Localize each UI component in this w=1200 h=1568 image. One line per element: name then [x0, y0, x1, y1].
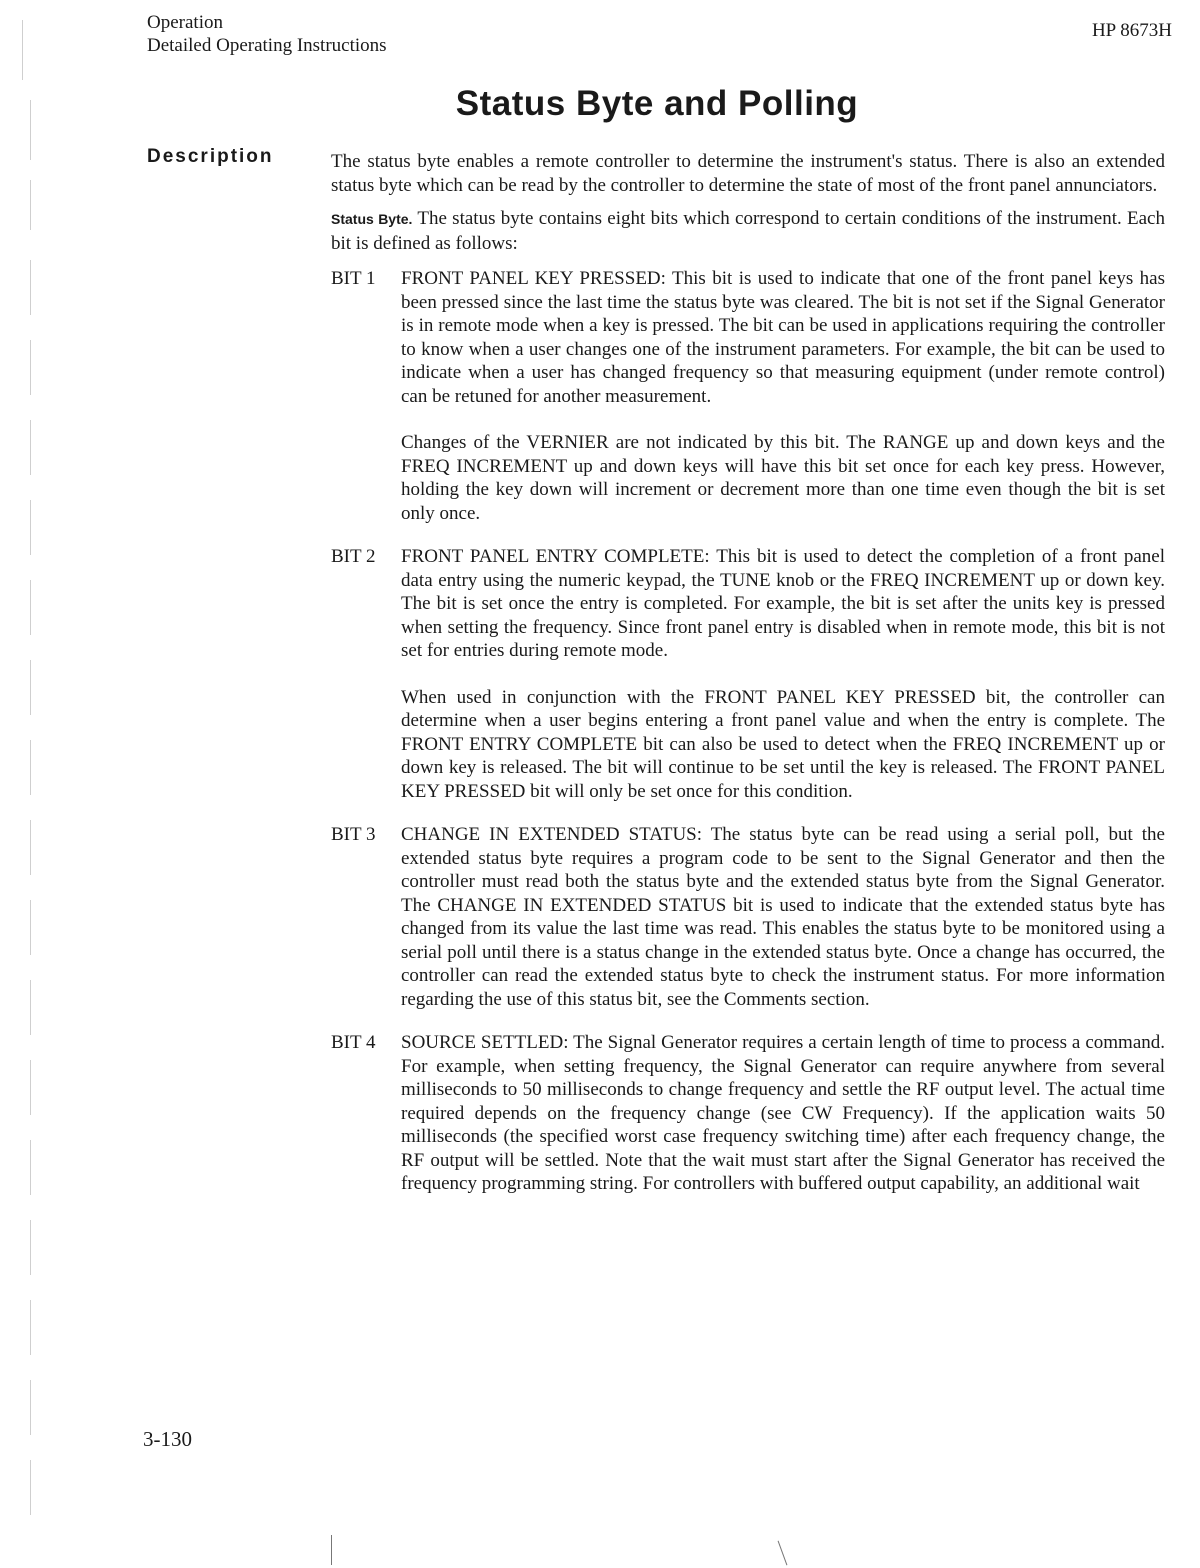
bit-definition-2 — [331, 545, 1165, 803]
bit-definition-4 — [331, 1031, 1165, 1196]
scan-edge-mark — [30, 980, 31, 1035]
scan-bottom-mark — [778, 1541, 788, 1566]
bit-paragraph: FRONT PANEL ENTRY COMPLETE: This bit is used to detect the completion of a front panel data entry using the numeric keypad, the TUNE knob or the FREQ INCREMENT up or down key. The bit is set once the entry is completed. For example, the bit is set after the units key is pressed when setting the frequency. Since front panel entry is disabled when in remote mode, this bit is not set for entries during remote mode. — [401, 546, 1165, 661]
scan-edge-mark — [30, 1380, 31, 1435]
scan-edge-mark — [30, 1300, 31, 1355]
scan-edge-mark — [30, 1060, 31, 1115]
scan-edge-mark — [30, 1220, 31, 1275]
bit-paragraph: When used in conjunction with the FRONT PANEL KEY PRESSED bit, the controller can determine when a user begins entering a front panel value and when the entry is complete. The FRONT ENTRY COMPLETE bit can also be used to detect when the FREQ INCREMENT up or down key is released. The bit will continue to be set until the key is released. The FRONT PANEL KEY PRESSED bit will only be set once for this condition. — [401, 686, 1165, 802]
scan-edge-mark — [30, 820, 31, 875]
scan-bottom-mark — [331, 1535, 332, 1565]
bit-paragraph: CHANGE IN EXTENDED STATUS: The status byte can be read using a serial poll, but the extended status byte requires a program code to be sent to the Signal Generator and then the controller must read both the status byte and the extended status byte from the Signal Generator. The CHANGE IN EXTENDED STATUS bit is used to indicate that the extended status byte has changed from its value the last time was read. This enables the status byte to be monitored using a serial poll until there is a status change in the extended status byte. Once a change has occurred, the controller can read the extended status byte to check the instrument status. For more information regarding the use of this status bit, see the Comments section. — [401, 824, 1165, 1010]
scan-edge-mark — [30, 1460, 31, 1515]
scan-edge-mark — [30, 580, 31, 635]
bit-definition-3 — [331, 823, 1165, 1011]
scan-edge-mark — [30, 1140, 31, 1195]
status-byte-text: The status byte contains eight bits which correspond to certain conditions of the instrument. Each bit is defined as follows: — [331, 208, 1165, 254]
bit-label: BIT 3 — [331, 824, 376, 845]
scan-edge-mark — [30, 740, 31, 795]
bit-paragraph: SOURCE SETTLED: The Signal Generator requires a certain length of time to process a command. For example, when setting frequency, the Signal Generator can require anywhere from several milliseconds to 50 milliseconds to change frequency and settle the RF output level. The actual time required depends on the frequency change (see CW Frequency). If the application waits 50 milliseconds (the specified worst case frequency switching time) after each frequency change, the RF output will be settled. Note that the wait must start after the Signal Generator has received the frequency programming string. For controllers with buffered output capability, an additional wait — [401, 1032, 1165, 1194]
page-number: 3-130 — [143, 1427, 192, 1451]
scan-edge-mark — [30, 500, 31, 555]
page-title: Status Byte and Polling — [455, 84, 859, 123]
scan-edge-mark — [30, 660, 31, 715]
bit-definition-1 — [331, 267, 1165, 525]
scan-edge-mark — [22, 20, 23, 80]
header-subsection: Detailed Operating Instructions — [147, 35, 387, 56]
status-byte-lead: Status Byte. — [331, 211, 413, 227]
scan-edge-mark — [30, 420, 31, 475]
scan-edge-mark — [30, 900, 31, 955]
scan-edge-mark — [30, 340, 31, 395]
page-header-left — [147, 11, 387, 57]
side-heading-description: Description — [147, 146, 274, 167]
bit-label: BIT 1 — [331, 268, 376, 289]
status-byte-paragraph — [331, 207, 1165, 255]
header-section: Operation — [147, 12, 223, 33]
intro-paragraph: The status byte enables a remote controller to determine the instrument's status. There is also an extended status byte which can be read by the controller to determine the state of most of the front panel annunciators. — [331, 151, 1165, 196]
header-model: HP 8673H — [1091, 20, 1172, 41]
bit-paragraph: FRONT PANEL KEY PRESSED: This bit is used to indicate that one of the front panel keys has been pressed since the last time the status byte was cleared. The bit is not set if the Signal Generator is in remote mode when a key is pressed. The bit can be used in applications requiring the controller to know when a user changes one of the instrument parameters. For example, the bit can be used to indicate when a user has changed frequency so that measuring equipment (under remote control) can be retuned for another measurement. — [401, 268, 1165, 407]
bit-label: BIT 4 — [331, 1032, 376, 1053]
scan-edge-mark — [30, 180, 31, 230]
body-column — [331, 150, 1165, 1196]
scan-edge-mark — [30, 260, 31, 315]
bit-paragraph: Changes of the VERNIER are not indicated by this bit. The RANGE up and down keys and the FREQ INCREMENT up and down keys will have this bit set once for each key press. However, holding the key down will increment or decrement more than one time even though the bit is set only once. — [401, 432, 1165, 524]
bit-label: BIT 2 — [331, 546, 376, 567]
